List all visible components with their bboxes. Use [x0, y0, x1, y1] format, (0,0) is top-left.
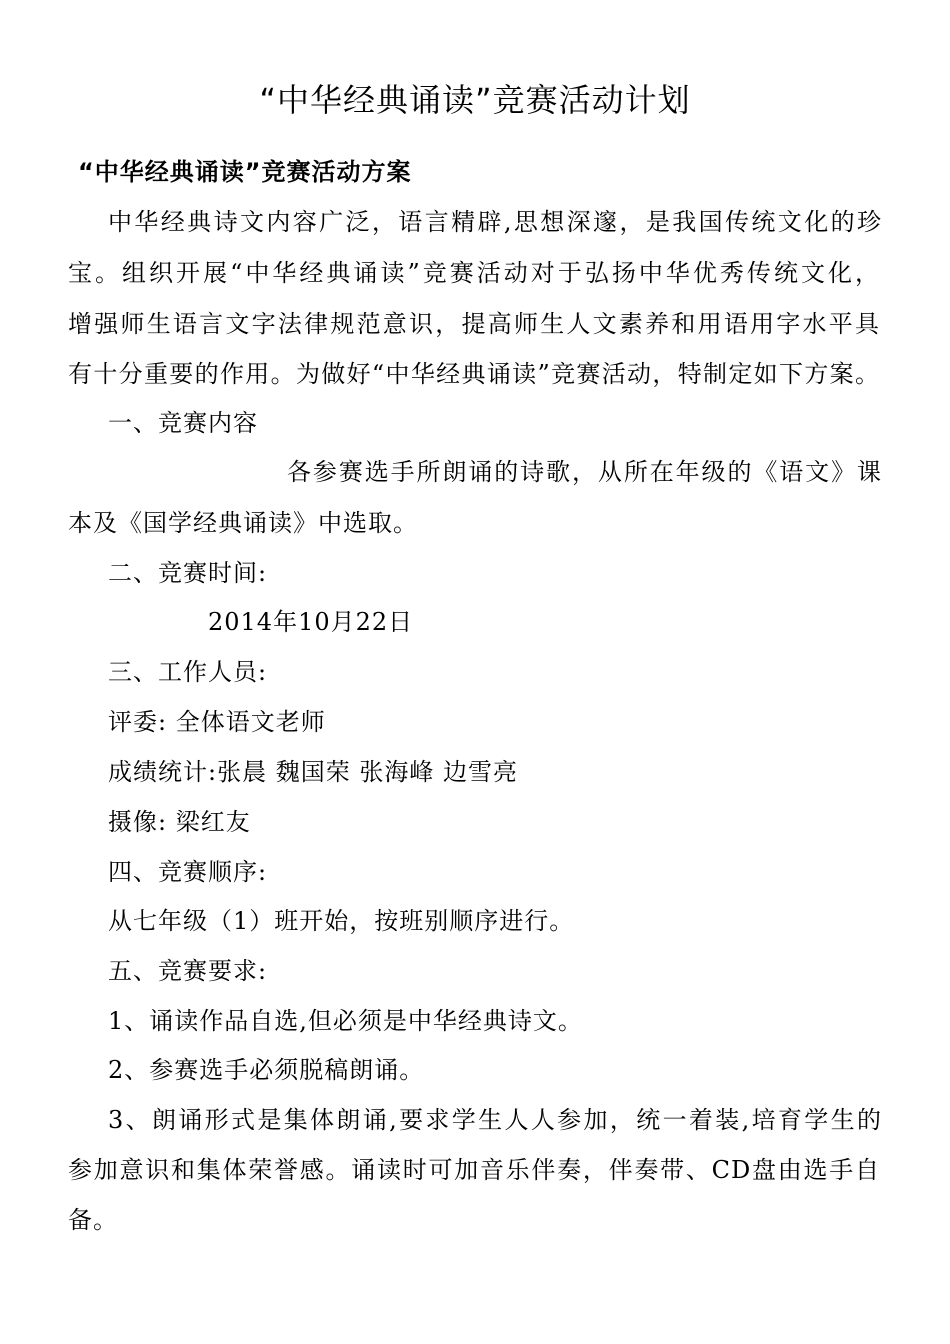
requirement-3-line-2: 参加意识和集体荣誉感。诵读时可加音乐伴奏，伴奏带、CD盘由选手自 — [68, 1156, 880, 1184]
subtitle: “中华经典诵读”竞赛活动方案 — [78, 158, 412, 186]
section-content-line-2: 本及《国学经典诵读》中选取。 — [68, 509, 418, 537]
requirement-2: 2、参赛选手必须脱稿朗诵。 — [108, 1056, 425, 1084]
staff-camera: 摄像: 梁红友 — [108, 808, 251, 836]
order-text: 从七年级（1）班开始，按班别顺序进行。 — [108, 907, 575, 935]
intro-line-3: 增强师生语言文字法律规范意识，提高师生人文素养和用语用字水平具 — [68, 310, 880, 338]
section-heading-staff: 三、工作人员: — [108, 658, 268, 686]
requirement-1: 1、诵读作品自选,但必须是中华经典诗文。 — [108, 1007, 583, 1035]
intro-line-4: 有十分重要的作用。为做好“中华经典诵读”竞赛活动，特制定如下方案。 — [68, 360, 880, 388]
intro-line-1: 中华经典诗文内容广泛，语言精辟,思想深邃，是我国传统文化的珍 — [108, 208, 882, 236]
staff-scoring: 成绩统计:张晨 魏国荣 张海峰 边雪亮 — [108, 758, 518, 786]
section-content-line-1: 各参赛选手所朗诵的诗歌，从所在年级的《语文》课 — [287, 458, 882, 486]
section-heading-requirements: 五、竞赛要求: — [108, 957, 268, 985]
intro-line-2: 宝。组织开展“中华经典诵读”竞赛活动对于弘扬中华优秀传统文化， — [68, 259, 880, 287]
section-heading-time: 二、竞赛时间: — [108, 559, 268, 587]
section-heading-order: 四、竞赛顺序: — [108, 858, 268, 886]
competition-date: 2014年10月22日 — [208, 608, 414, 636]
requirement-3-line-3: 备。 — [68, 1206, 118, 1234]
requirement-3-line-1: 3、朗诵形式是集体朗诵,要求学生人人参加，统一着装,培育学生的 — [108, 1106, 882, 1134]
section-heading-content: 一、竞赛内容 — [108, 409, 258, 437]
staff-judges: 评委: 全体语文老师 — [108, 708, 326, 736]
page-title: “中华经典诵读”竞赛活动计划 — [259, 81, 691, 119]
